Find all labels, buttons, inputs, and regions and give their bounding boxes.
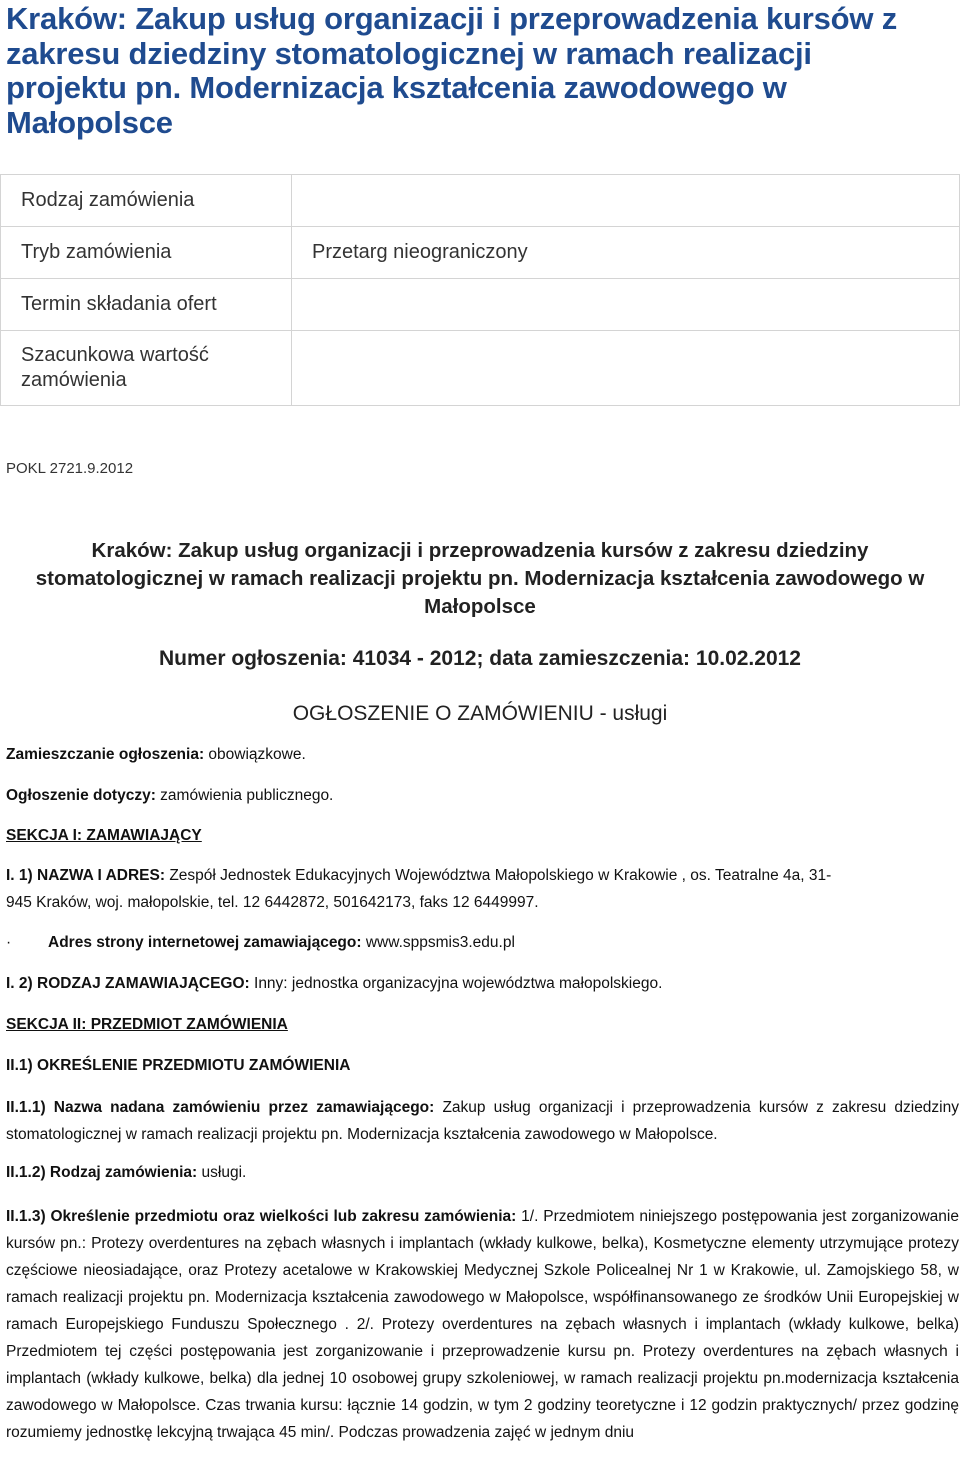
subject-scope-paragraph [6,1203,959,1446]
contracting-authority-address [6,894,958,912]
authority-type-value: Inny: jednostka organizacyjna województwa małopolskiego. [249,975,663,992]
section-1-title: SEKCJA I: ZAMAWIAJĄCY [6,827,202,844]
deadline-label: Termin składania ofert [1,279,292,331]
notice-type: OGŁOSZENIE O ZAMÓWIENIU - usługi [292,702,668,725]
authority-type-label: I. 2) RODZAJ ZAMAWIAJĄCEGO: [6,975,250,992]
subject-scope-label: II.1.3) Określenie przedmiotu oraz wielkości lub zakresu zamówienia: [6,1208,517,1225]
subject-definition-title: II.1) OKREŚLENIE PRZEDMIOTU ZAMÓWIENIA [6,1057,351,1074]
estimated-value-label: Szacunkowa wartość zamówienia [1,331,292,406]
estimated-value-value [292,331,960,406]
contract-type-label: II.1.2) Rodzaj zamówienia: [6,1164,198,1181]
contract-name-paragraph [6,1094,959,1148]
publication-requirement [6,746,958,764]
contract-name-value: Zakup usług organizacji i przeprowadzenia kursów z zakresu dziedziny stomatologicznej w ramach realizacji projektu pn. Modernizacja kształcenia zawodowego w Małopolsce. [6,1099,959,1143]
contracting-authority-name [6,867,958,885]
contracting-authority-label: I. 1) NAZWA I ADRES: [6,867,166,884]
notice-number: Numer ogłoszenia: 41034 - 2012; data zamieszczenia: 10.02.2012 [159,647,801,670]
subject-definition-heading [6,1057,958,1075]
procedure-value: Przetarg nieograniczony [292,227,960,279]
notice-heading: Kraków: Zakup usług organizacji i przeprowadzenia kursów z zakresu dziedziny stomatologicznej w ramach realizacji projektu pn. Modernizacja kształcenia zawodowego w Małopolsce [35,539,925,618]
contracting-authority-value: Zespół Jednostek Edukacyjnych Województwa Małopolskiego w Krakowie , os. Teatralne 4a, 31- [165,867,832,884]
procedure-label: Tryb zamówienia [1,227,292,279]
table-row [1,175,960,227]
table-row [1,279,960,331]
order-info-table [0,174,960,406]
page-title: Kraków: Zakup usług organizacji i przeprowadzenia kursów z zakresu dziedziny stomatologicznej w ramach realizacji projektu pn. Modernizacja kształcenia zawodowego w Małopolsce [6,1,898,140]
contract-type [6,1164,958,1182]
notice-subject-label: Ogłoszenie dotyczy: [6,787,156,804]
order-type-label: Rodzaj zamówienia [1,175,292,227]
table-row [1,331,960,406]
section-1-heading [6,827,958,845]
website-line [6,934,958,952]
order-type-value [292,175,960,227]
website-label: Adres strony internetowej zamawiającego: [48,934,362,951]
website-link[interactable]: www.sppsmis3.edu.pl [361,934,515,951]
subject-scope-value: 1/. Przedmiotem niniejszego postępowania jest zorganizowanie kursów pn.: Protezy overdentures na zębach własnych i implantach (wkłady kulkowe, belka), Kosmetyczne elementy utrzymujące protezy częściowe nieosiadające, oraz Protezy acetalowe w Krakowskiej Medycznej Szkole Policealnej Nr 1 w Krakowie, ul. Zamojskiego 58, w ramach realizacji projektu pn. Modernizacja kształcenia zawodowego w Małopolsce, współfinansowanego ze środków Unii Europejskiej w ramach Europejskiego Funduszu Społecznego . 2/. Protezy overdentures na zębach własnych i implantach (wkłady kulkowe, belka) Przedmiotem tej części postępowania jest zorganizowanie i przeprowadzenie kursu pn. Protezy overdentures na zębach własnych i implantach (wkłady kulkowe, belka) dla jednej 10 osobowej grupy szkoleniowej, w ramach realizacji projektu pn.modernizacja kształcenia zawodowego w Małopolsce. Czas trwania kursu: łącznie 14 godzin, w tym 2 godziny teoretyczne i 12 godzin praktycznych/ przez godzinę rozumiemy jednostkę lekcyjną trwająca 45 min/. Podczas prowadzenia zajęć w jednym dniu [6,1208,959,1441]
contract-type-value: usługi. [197,1164,247,1181]
section-2-title: SEKCJA II: PRZEDMIOT ZAMÓWIENIA [6,1016,288,1033]
notice-subject-value: zamówienia publicznego. [155,787,334,804]
notice-subject [6,787,958,805]
bullet-icon: · [6,934,12,951]
publication-requirement-label: Zamieszczanie ogłoszenia: [6,746,205,763]
section-2-heading [6,1016,958,1034]
deadline-value [292,279,960,331]
contracting-authority-value-cont: 945 Kraków, woj. małopolskie, tel. 12 6442872, 501642173, faks 12 6449997. [6,894,539,911]
authority-type [6,975,958,993]
publication-requirement-value: obowiązkowe. [204,746,306,763]
table-row [1,227,960,279]
contract-name-label: II.1.1) Nazwa nadana zamówieniu przez zamawiającego: [6,1099,435,1116]
reference-number: POKL 2721.9.2012 [6,460,134,477]
